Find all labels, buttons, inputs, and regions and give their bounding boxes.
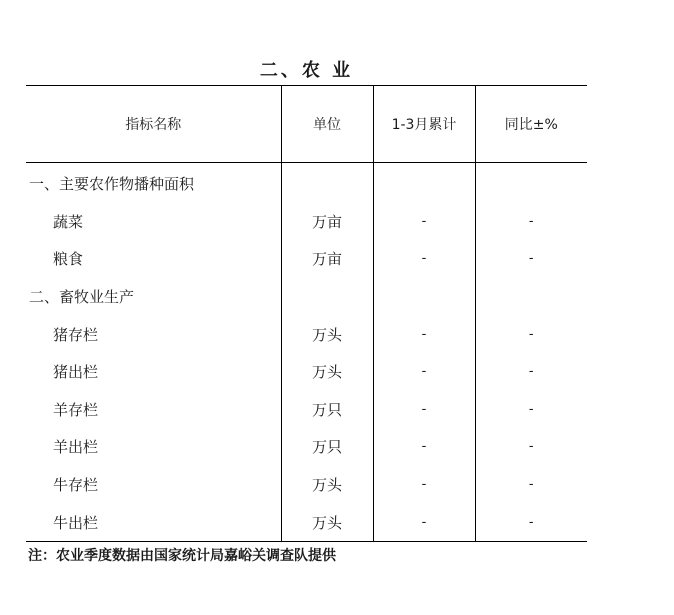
row-yoy: - — [475, 203, 587, 241]
row-yoy: - — [475, 391, 587, 429]
row-cumulative: - — [373, 503, 475, 541]
row-yoy: - — [475, 240, 587, 278]
row-cumulative: - — [373, 466, 475, 504]
row-yoy: - — [475, 353, 587, 391]
row-cumulative: - — [373, 203, 475, 241]
table-header-row — [26, 86, 587, 163]
table-row — [26, 203, 587, 241]
row-unit: 万头 — [281, 315, 373, 353]
row-unit: 万只 — [281, 391, 373, 429]
row-unit: 万头 — [281, 466, 373, 504]
row-cumulative: - — [373, 428, 475, 466]
row-name: 二、畜牧业生产 — [29, 288, 135, 307]
header-indicator-name: 指标名称 — [26, 86, 281, 163]
row-unit: 万只 — [281, 428, 373, 466]
row-yoy: - — [475, 428, 587, 466]
header-yoy: 同比±% — [475, 86, 587, 163]
row-name: 粮食 — [53, 250, 84, 269]
header-unit: 单位 — [281, 86, 373, 163]
row-name: 牛出栏 — [26, 503, 281, 541]
footnote: 注：农业季度数据由国家统计局嘉峪关调查队提供 — [28, 548, 336, 564]
row-yoy: - — [475, 315, 587, 353]
table-row — [26, 466, 587, 504]
row-cumulative: - — [373, 391, 475, 429]
row-yoy — [475, 278, 587, 316]
table-row — [26, 163, 587, 203]
table-row — [26, 240, 587, 278]
row-yoy: - — [475, 503, 587, 541]
row-yoy: - — [475, 466, 587, 504]
table-row — [26, 315, 587, 353]
table-row — [26, 353, 587, 391]
table-row — [26, 503, 587, 541]
table-row — [26, 278, 587, 316]
agriculture-table — [26, 85, 587, 542]
row-name: 猪存栏 — [53, 325, 99, 344]
row-name: 羊出栏 — [53, 438, 99, 457]
row-unit: 万头 — [281, 353, 373, 391]
row-name: 蔬菜 — [53, 212, 84, 231]
row-cumulative — [373, 278, 475, 316]
row-unit: 万亩 — [281, 203, 373, 241]
row-name: 羊存栏 — [53, 400, 99, 419]
row-name: 猪出栏 — [53, 363, 99, 382]
table-row — [26, 391, 587, 429]
header-cumulative: 1-3月累计 — [373, 86, 475, 163]
row-yoy — [475, 163, 587, 203]
row-cumulative — [373, 163, 475, 203]
row-unit — [281, 163, 373, 203]
row-unit: 万头 — [281, 503, 373, 541]
row-cumulative: - — [373, 353, 475, 391]
page-title: 二、农 业 — [259, 60, 354, 81]
row-cumulative: - — [373, 240, 475, 278]
row-name: 一、主要农作物播种面积 — [29, 175, 195, 194]
table-row — [26, 428, 587, 466]
row-cumulative: - — [373, 315, 475, 353]
row-unit — [281, 278, 373, 316]
row-name: 牛存栏 — [53, 476, 99, 495]
row-unit: 万亩 — [281, 240, 373, 278]
